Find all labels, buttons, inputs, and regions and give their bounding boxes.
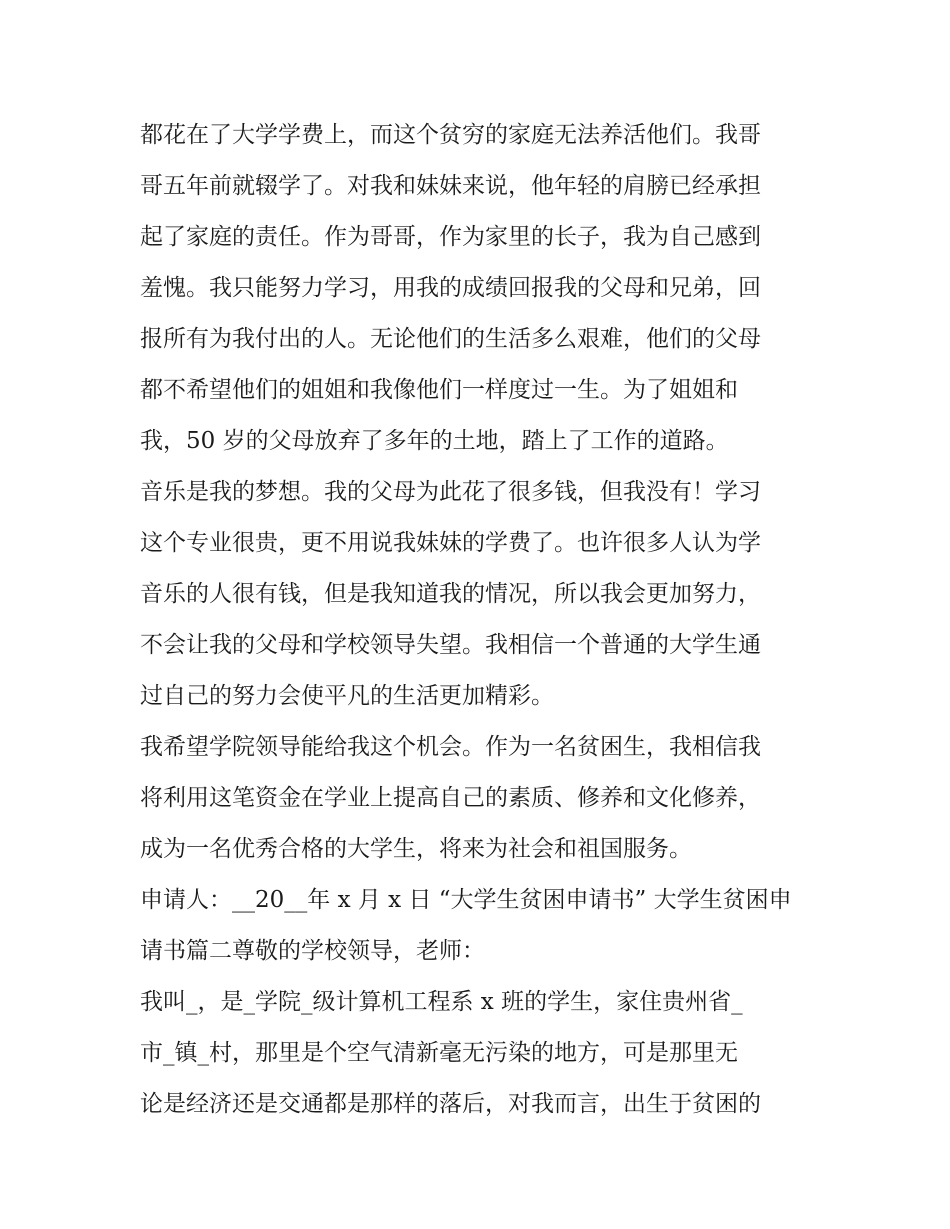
text-line: 我希望学院领导能给我这个机会。作为一名贫困生，我相信我 — [140, 734, 761, 760]
text-line: 都不希望他们的姐姐和我像他们一样度过一生。为了姐姐和 — [140, 377, 738, 403]
text-line: 音乐是我的梦想。我的父母为此花了很多钱，但我没有！学习 — [140, 479, 761, 505]
text-line: 这个专业很贵，更不用说我妹妹的学费了。也许很多人认为学 — [140, 530, 761, 556]
text-line: 我，50 岁的父母放弃了多年的土地，踏上了工作的道路。 — [140, 428, 729, 454]
text-line: 都花在了大学学费上，而这个贫穷的家庭无法养活他们。我哥 — [140, 122, 761, 148]
text-line: 报所有为我付出的人。无论他们的生活多么艰难，他们的父母 — [140, 326, 761, 352]
text-line: 请书篇二尊敬的学校领导，老师： — [140, 938, 485, 964]
text-line: 音乐的人很有钱，但是我知道我的情况，所以我会更加努力， — [140, 581, 761, 607]
text-line: 市_镇_村，那里是个空气清新毫无污染的地方，可是那里无 — [140, 1040, 738, 1066]
text-line: 论是经济还是交通都是那样的落后，对我而言，出生于贫困的 — [140, 1091, 761, 1117]
text-line: 我叫_，是_学院_级计算机工程系 x 班的学生，家住贵州省_ — [140, 989, 743, 1015]
text-line: 哥五年前就辍学了。对我和妹妹来说，他年轻的肩膀已经承担 — [140, 173, 761, 199]
document-body — [140, 110, 815, 1130]
text-line: 起了家庭的责任。作为哥哥，作为家里的长子，我为自己感到 — [140, 224, 761, 250]
text-line: 申请人：__20__年 x 月 x 日 “大学生贫困申请书” 大学生贫困申 — [140, 887, 792, 913]
text-line: 过自己的努力会使平凡的生活更加精彩。 — [140, 683, 554, 709]
text-line: 羞愧。我只能努力学习，用我的成绩回报我的父母和兄弟，回 — [140, 275, 761, 301]
text-line: 成为一名优秀合格的大学生，将来为社会和祖国服务。 — [140, 836, 692, 862]
text-line: 将利用这笔资金在学业上提高自己的素质、修养和文化修养， — [140, 785, 761, 811]
text-line: 不会让我的父母和学校领导失望。我相信一个普通的大学生通 — [140, 632, 761, 658]
